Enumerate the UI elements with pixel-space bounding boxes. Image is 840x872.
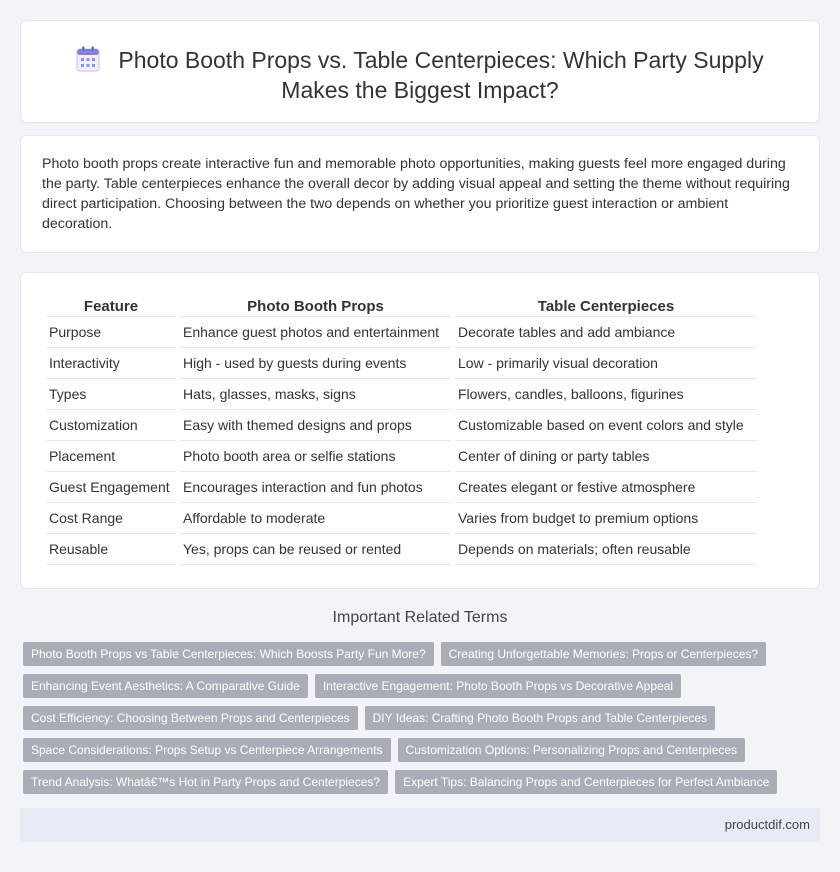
feature-cell: Types (46, 379, 176, 410)
feature-cell: Cost Range (46, 503, 176, 534)
header-feature: Feature (46, 297, 176, 317)
related-term-tag[interactable]: Customization Options: Personalizing Props and Centerpieces (398, 738, 746, 762)
page-title: Photo Booth Props vs. Table Centerpieces: Which Party Supply Makes the Biggest Impact? (118, 47, 764, 103)
centerpieces-cell: Decorate tables and add ambiance (455, 317, 757, 348)
centerpieces-cell: Varies from budget to premium options (455, 503, 757, 534)
header-photo-booth-props: Photo Booth Props (180, 297, 451, 317)
related-term-tag[interactable]: Expert Tips: Balancing Props and Centerpieces for Perfect Ambiance (395, 770, 777, 794)
related-terms-heading: Important Related Terms (332, 609, 508, 626)
feature-cell: Guest Engagement (46, 472, 176, 503)
header-card (20, 20, 820, 123)
props-cell: High - used by guests during events (180, 348, 451, 379)
centerpieces-cell: Flowers, candles, balloons, figurines (455, 379, 757, 410)
table-row (46, 317, 757, 348)
centerpieces-cell: Customizable based on event colors and style (455, 410, 757, 441)
props-cell: Affordable to moderate (180, 503, 451, 534)
footer (20, 808, 820, 842)
centerpieces-cell: Low - primarily visual decoration (455, 348, 757, 379)
props-cell: Photo booth area or selfie stations (180, 441, 451, 472)
table-row (46, 503, 757, 534)
centerpieces-cell: Center of dining or party tables (455, 441, 757, 472)
related-term-tag[interactable]: DIY Ideas: Crafting Photo Booth Props and Table Centerpieces (365, 706, 715, 730)
related-terms-list (23, 642, 803, 794)
comparison-card (20, 272, 820, 589)
props-cell: Yes, props can be reused or rented (180, 534, 451, 565)
related-term-tag[interactable]: Cost Efficiency: Choosing Between Props and Centerpieces (23, 706, 358, 730)
intro-paragraph: Photo booth props create interactive fun and memorable photo opportunities, making guests feel more engaged during the party. Table centerpieces enhance the overall decor by adding visual appeal and setting the theme without requiring direct participation. Choosing between the two depends on whether you prioritize guest interaction or ambient decoration. (42, 156, 790, 232)
props-cell: Easy with themed designs and props (180, 410, 451, 441)
related-term-tag[interactable]: Enhancing Event Aesthetics: A Comparative Guide (23, 674, 308, 698)
related-term-tag[interactable]: Space Considerations: Props Setup vs Centerpiece Arrangements (23, 738, 391, 762)
centerpieces-cell: Depends on materials; often reusable (455, 534, 757, 565)
centerpieces-cell: Creates elegant or festive atmosphere (455, 472, 757, 503)
table-row (46, 534, 757, 565)
props-cell: Enhance guest photos and entertainment (180, 317, 451, 348)
feature-cell: Placement (46, 441, 176, 472)
page-title-wrap (21, 45, 819, 105)
related-term-tag[interactable]: Trend Analysis: Whatâ€™s Hot in Party Props and Centerpieces? (23, 770, 388, 794)
table-row (46, 441, 757, 472)
header-table-centerpieces: Table Centerpieces (455, 297, 757, 317)
props-cell: Encourages interaction and fun photos (180, 472, 451, 503)
table-row (46, 348, 757, 379)
table-row (46, 410, 757, 441)
footer-site-name: productdif.com (724, 817, 810, 832)
related-term-tag[interactable]: Photo Booth Props vs Table Centerpieces: Which Boosts Party Fun More? (23, 642, 434, 666)
related-term-tag[interactable]: Creating Unforgettable Memories: Props or Centerpieces? (441, 642, 766, 666)
calendar-icon (76, 46, 100, 72)
props-cell: Hats, glasses, masks, signs (180, 379, 451, 410)
feature-cell: Purpose (46, 317, 176, 348)
intro-card (20, 135, 820, 253)
feature-cell: Customization (46, 410, 176, 441)
feature-cell: Reusable (46, 534, 176, 565)
related-term-tag[interactable]: Interactive Engagement: Photo Booth Props vs Decorative Appeal (315, 674, 681, 698)
table-row (46, 472, 757, 503)
table-header-row (46, 297, 757, 317)
table-row (46, 379, 757, 410)
comparison-table (42, 297, 761, 565)
feature-cell: Interactivity (46, 348, 176, 379)
